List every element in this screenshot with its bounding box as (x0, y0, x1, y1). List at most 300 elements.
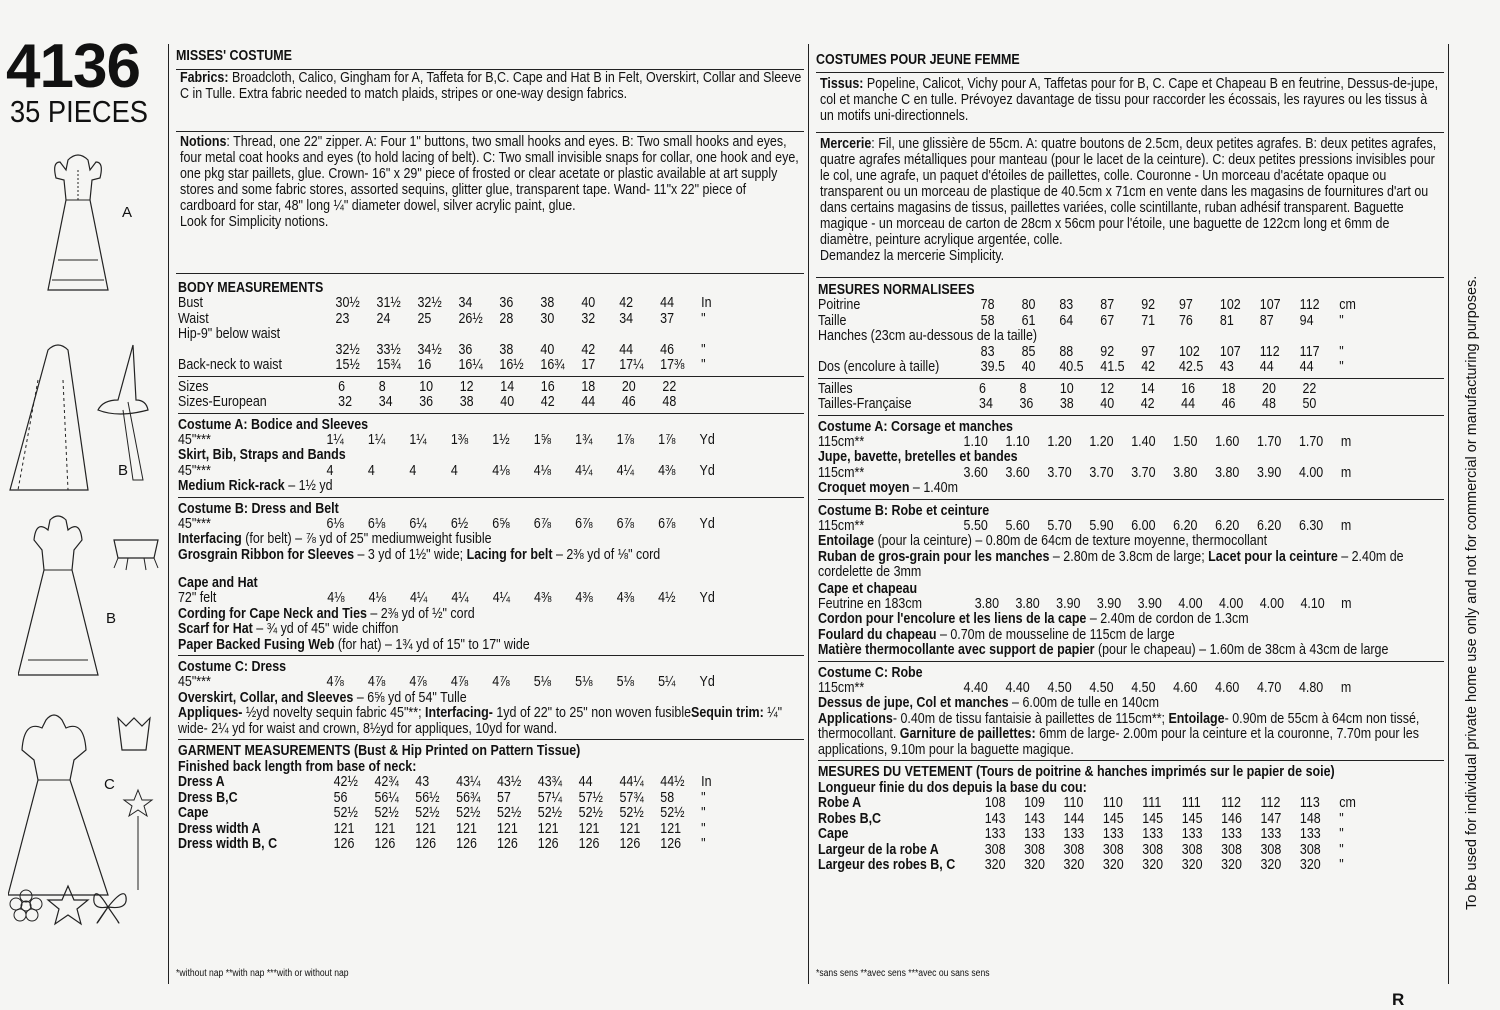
row-unit: " (701, 789, 706, 806)
item-label: Grosgrain Ribbon for Sleeves (178, 546, 355, 563)
row-label: Dress width A (178, 820, 261, 837)
row-unit: m (1340, 517, 1352, 534)
en-section (178, 280, 804, 374)
extra-line (818, 643, 1442, 659)
row-value: 5⅛ (616, 674, 634, 690)
item-text: – 2.40m de cordelette de 3mm (818, 548, 1404, 580)
row-value: 4⅛ (368, 590, 386, 606)
row-unit: " (1339, 359, 1344, 375)
row-value: 4 (326, 462, 334, 479)
row-value: 4⅛ (533, 462, 552, 479)
row-value: 42¾ (374, 774, 399, 790)
fr-fabrics-text: Popeline, Calicot, Vichy pour A, Taffetas pour for B, C. Cape et Chapeau B en feutrine, Dessus-de-jupe, col et manche C en tulle. Prévoyez davantage de tissu pour raccorder les écossais, les rayures ou les tissus à un motifs uni-directionnels. (820, 76, 1439, 124)
extra-line (818, 612, 1442, 628)
row-value: 121 (415, 820, 437, 837)
row-value: 92 (1141, 297, 1156, 313)
row-value: 4.40 (963, 679, 988, 696)
item-label: Interfacing (178, 531, 242, 547)
row-value: 4 (409, 462, 417, 479)
row-value: 4⅛ (327, 590, 345, 606)
item-text: – 0.70m de mousseline de 115cm de large (936, 626, 1175, 643)
row-value: 44 (619, 341, 634, 358)
row-value: 38 (540, 295, 555, 311)
extra-line (178, 638, 802, 654)
row-unit: Yd (699, 462, 715, 479)
row-value: 6¼ (409, 515, 427, 532)
row-value: 121 (333, 820, 355, 837)
table-row (818, 597, 1356, 613)
row-value: 4⅛ (492, 462, 510, 479)
row-value: 83 (1059, 297, 1074, 313)
row-value: 4¼ (575, 462, 593, 479)
row-value: 52½ (456, 805, 481, 821)
row-value: 94 (1299, 312, 1314, 329)
en-garment-table (178, 775, 716, 853)
costume-sketches (8, 140, 168, 940)
row-value: 44 (1181, 396, 1196, 412)
row-value: 88 (1059, 343, 1074, 360)
row-value: 133 (1260, 826, 1282, 842)
sketch-label-b: B (118, 462, 129, 479)
item-label: Applications (818, 710, 893, 727)
item-text: – ¾ yd of 45" wide chiffon (252, 621, 399, 637)
row-value: 34 (378, 394, 393, 410)
table-row (178, 775, 716, 791)
row-value: 126 (537, 836, 559, 852)
row-value: 43 (415, 774, 430, 790)
row-value: 16¼ (458, 357, 483, 373)
row-value: 42 (1141, 359, 1156, 375)
row-value: 83 (980, 343, 995, 360)
row-value: 4⅞ (409, 674, 427, 690)
row-value: 107 (1219, 343, 1241, 360)
fr-title: COSTUMES POUR JEUNE FEMME (816, 52, 1020, 68)
row-value: 18 (1221, 380, 1236, 397)
row-value: 57¾ (619, 789, 644, 806)
row-value: 20 (621, 378, 636, 395)
row-label: 45"*** (178, 515, 211, 532)
table-row (178, 464, 716, 480)
row-value: 3.80 (1015, 595, 1040, 612)
row-value: 4.80 (1298, 679, 1324, 696)
dress-c-sketch (8, 710, 168, 900)
row-value: 4⅜ (575, 590, 593, 606)
en-body-table (178, 296, 716, 374)
row-value: 32 (581, 310, 596, 327)
item-text: - 0.40m de tissu fantaisie à paillettes de 115cm**; (892, 710, 1169, 727)
row-value: 43 (1219, 359, 1234, 375)
fr-body-table (818, 298, 1356, 376)
row-value: 121 (374, 820, 396, 837)
row-value: 44¼ (619, 774, 644, 790)
row-unit: " (1339, 810, 1344, 827)
row-value: 1¼ (409, 431, 427, 448)
row-label: Hip-9" below waist (178, 326, 281, 342)
row-value: 4.50 (1089, 679, 1114, 696)
row-value: 1.40 (1131, 433, 1156, 450)
item-text: (for belt) – ⅞ yd of 25" mediumweight fusible (241, 531, 492, 547)
row-unit: Yd (699, 674, 715, 690)
row-value: 10 (419, 378, 434, 395)
table-row (818, 858, 1356, 874)
row-value: 147 (1260, 810, 1282, 827)
fr-garment-sub: Longueur finie du dos depuis la base du cou: (818, 780, 1087, 796)
row-value: 5.60 (1005, 517, 1030, 534)
extra-line (178, 691, 802, 707)
row-value: 4.60 (1215, 679, 1240, 696)
row-value: 6.20 (1215, 517, 1240, 534)
row-value: 12 (459, 378, 474, 395)
fr-notions-text: : Fil, une glissière de 55cm. A: quatre boutons de 2.5cm, deux petites agrafes. B: deux petites agrafes, quatre agrafes métalliques pour manteau (pour le lacet de la ceinture). C: deux petites pressions invisibles pour le col, une agrafe, un paquet d'étoiles de paillettes, colle. Couronne - Un morceau d'acétate opaque ou transparent ou un morceau de plastique de 40.5cm x 71cm en vente dans les magasins de fournitures d'art ou dans certains magasins de tissus, paillettes variées, colle scintillante, ruban adhésif transparent. Baguette magique - un morceau de carton de 28cm x 56cm pour l'étoile, une baguette de 122cm long et 6mm de diamètre, peinture acrylique argentée, colle. (820, 136, 1437, 248)
row-value: 1¾ (575, 431, 593, 448)
row-unit: Yd (699, 590, 715, 606)
row-value: 320 (1063, 857, 1085, 873)
en-sizes-table (178, 380, 716, 411)
row-value: 4¼ (616, 462, 634, 479)
row-unit: " (1339, 343, 1344, 360)
row-value: 133 (1063, 826, 1085, 842)
row-value: 52½ (374, 805, 399, 821)
row-value: 44½ (660, 774, 685, 790)
row-value: 3.70 (1131, 464, 1156, 481)
row-value: 4¼ (451, 590, 469, 606)
row-label (178, 343, 336, 359)
row-value: 39.5 (980, 359, 1005, 375)
row-unit: m (1340, 679, 1352, 696)
item-label: Entoilage (818, 533, 875, 549)
row-value: 320 (1142, 857, 1164, 873)
dress-a-sketch (38, 140, 118, 300)
row-value: 4.70 (1257, 679, 1282, 696)
table-row (178, 837, 716, 853)
pieces-count: 35 PIECES (10, 94, 148, 129)
row-value: 5.50 (963, 517, 988, 534)
row-value: 111 (1181, 795, 1201, 811)
fr-notions-tail: Demandez la mercerie Simplicity. (820, 248, 1005, 264)
row-label: Jupe, bavette, bretelles et bandes (818, 449, 1018, 465)
row-value: 126 (333, 836, 355, 852)
item-label: Garniture de paillettes: (899, 726, 1036, 742)
row-value: 1⅞ (616, 431, 634, 448)
item-text: (pour le chapeau) – 1.60m de 38cm à 43cm de large (1094, 642, 1389, 658)
row-unit: In (701, 295, 712, 311)
row-value: 3.90 (1257, 464, 1282, 481)
item-text: – 1.40m (909, 480, 958, 496)
row-value: 17¼ (619, 357, 644, 373)
row-value: 308 (1299, 841, 1321, 858)
fr-section (818, 503, 1444, 659)
row-value: 4.50 (1131, 679, 1156, 696)
item-text: - 0.90m de 55cm à 64cm non tissé, thermocollant. (818, 710, 1420, 742)
row-value: 46 (1221, 396, 1236, 412)
table-row (178, 358, 716, 374)
row-value: 32½ (335, 341, 360, 358)
row-value: 78 (980, 297, 995, 313)
extra-line (178, 532, 802, 548)
table-row (818, 435, 1356, 451)
row-value: 4¼ (492, 590, 511, 606)
fr-section (818, 419, 1444, 497)
divider (178, 497, 804, 498)
item-text: – 2.40m de cordon de 1.3cm (1086, 611, 1249, 627)
corner-mark: R (1392, 990, 1405, 1009)
row-value: 133 (984, 826, 1006, 842)
item-text: – 2⅜ yd of ½" cord (366, 605, 475, 622)
row-value: 3.80 (974, 595, 1000, 612)
row-value: 133 (1024, 826, 1045, 842)
divider (178, 739, 804, 740)
row-value: 1.70 (1257, 433, 1282, 450)
row-value: 67 (1100, 312, 1115, 329)
item-text: – 2.80m de 3.8cm de large; (1049, 548, 1209, 565)
row-value: 320 (1102, 857, 1124, 873)
row-value: 20 (1262, 380, 1276, 397)
row-value: 57½ (578, 789, 603, 806)
item-text: – 6⅝ yd of 54" Tulle (353, 689, 467, 706)
row-value: 32 (338, 394, 353, 410)
row-value: 308 (1181, 841, 1203, 858)
row-value: 42.5 (1178, 359, 1204, 375)
en-section (178, 380, 804, 411)
row-value: 1.20 (1089, 433, 1114, 450)
row-value: 34 (979, 396, 993, 412)
extra-line (818, 712, 1442, 759)
row-unit: " (701, 820, 706, 837)
row-value: 4⅞ (450, 674, 469, 690)
en-section (178, 417, 804, 495)
en-section (178, 501, 804, 654)
table-row (818, 298, 1356, 314)
en-costume-a-table (178, 433, 716, 480)
row-label: Dress width B, C (178, 836, 278, 852)
row-label: 115cm** (818, 464, 865, 481)
row-value: 56 (333, 789, 348, 806)
item-label: Overskirt, Collar, and Sleeves (178, 689, 354, 706)
row-label: Robes B,C (818, 810, 882, 827)
row-value: 17⅜ (660, 357, 685, 373)
table-row (178, 395, 716, 411)
row-value: 36 (1019, 396, 1034, 412)
row-value: 5⅛ (533, 674, 552, 690)
extra-line (178, 622, 802, 638)
row-value: 121 (660, 820, 682, 837)
item-label: Dessus de jupe, Col et manches (818, 695, 1009, 711)
row-value: 1⅜ (450, 431, 469, 448)
row-value: 133 (1142, 826, 1164, 842)
row-value: 3.70 (1089, 464, 1114, 481)
side-disclaimer: To be used for individual private home use only and not for commercial or manufacturing purposes. (1464, 275, 1480, 910)
row-unit (1343, 397, 1356, 413)
row-label: Hanches (23cm au-dessous de la taille) (818, 328, 1038, 344)
row-value: 1.50 (1173, 433, 1198, 450)
table-row (818, 796, 1356, 812)
extra-line (178, 479, 802, 495)
row-value: 4.60 (1173, 679, 1198, 696)
row-value: 32½ (417, 295, 442, 311)
row-value: 31½ (376, 295, 401, 311)
fr-sizes-table (818, 382, 1356, 413)
item-text: (for hat) – 1¾ yd of 15" to 17" wide (334, 636, 530, 653)
row-value: 4⅜ (534, 590, 552, 606)
row-unit: " (701, 341, 706, 358)
divider (818, 415, 1444, 416)
row-value: 308 (1142, 841, 1164, 858)
row-unit (703, 380, 716, 396)
row-value: 22 (662, 378, 677, 395)
row-value: 52½ (496, 805, 522, 821)
row-value: 16 (540, 378, 555, 395)
row-value: 14 (500, 378, 515, 395)
row-value: 112 (1299, 297, 1320, 313)
row-value: 1.60 (1215, 433, 1240, 450)
row-value: 112 (1221, 795, 1241, 811)
row-value: 126 (374, 836, 396, 852)
row-value: 146 (1221, 810, 1242, 827)
row-value: 320 (1181, 857, 1203, 873)
en-costume-b-table (178, 517, 716, 533)
item-label: Cordon pour l'encolure et les liens de la cape (818, 611, 1087, 627)
extra-line (178, 607, 802, 623)
row-label: Largeur des robes B, C (818, 857, 956, 873)
row-value: 26½ (458, 310, 483, 327)
row-value: 6⅛ (326, 515, 344, 532)
table-row (178, 380, 716, 396)
divider (818, 378, 1444, 379)
row-value: 48 (1262, 396, 1276, 412)
row-value: 4.00 (1219, 595, 1244, 612)
en-cape-table (178, 591, 716, 607)
fr-costume-a-table (818, 435, 1356, 482)
item-label: Interfacing- (425, 705, 493, 721)
table-row (178, 822, 716, 838)
en-cape-title: Cape and Hat (178, 575, 258, 591)
row-label: 72" felt (178, 590, 217, 606)
item-label: Ruban de gros-grain pour les manches (818, 548, 1050, 565)
row-value: 308 (1221, 841, 1242, 858)
row-value: 40 (581, 295, 596, 311)
row-label (818, 345, 981, 361)
row-value: 1.10 (963, 433, 988, 450)
row-value: 1.10 (1005, 433, 1030, 450)
row-value: 1⅞ (658, 431, 676, 448)
item-label: Paper Backed Fusing Web (178, 636, 335, 653)
row-value: 1.20 (1047, 433, 1072, 450)
row-value: 48 (662, 394, 677, 410)
row-value: 30 (540, 310, 555, 327)
row-value: 30½ (335, 295, 360, 311)
row-label: 115cm** (818, 433, 865, 450)
row-value: 52½ (415, 805, 440, 821)
row-value: 4.00 (1178, 595, 1203, 612)
row-unit: cm (1339, 297, 1356, 313)
row-value: 148 (1299, 810, 1321, 827)
row-value: 320 (1299, 857, 1321, 873)
row-label: 45"*** (178, 462, 211, 479)
en-costume-b-title: Costume B: Dress and Belt (178, 500, 339, 517)
row-value: 109 (1024, 795, 1045, 811)
fr-cape-table (818, 597, 1356, 613)
row-value: 126 (578, 836, 600, 852)
row-value: 57 (496, 789, 511, 806)
item-label: Lacet pour la ceinture (1208, 548, 1338, 565)
table-row (818, 812, 1356, 828)
row-value: 14 (1140, 380, 1155, 397)
row-value: 38 (1059, 396, 1074, 412)
row-label: Bust (178, 295, 203, 311)
row-value: 3.60 (1005, 464, 1030, 481)
row-value: 41.5 (1100, 359, 1125, 375)
en-body-title: BODY MEASUREMENTS (178, 280, 324, 296)
row-value: 144 (1063, 810, 1085, 827)
row-value: 40 (1021, 359, 1036, 375)
row-value: 22 (1302, 380, 1317, 397)
table-row (818, 843, 1356, 859)
row-value: 43¾ (537, 774, 563, 790)
row-value: 133 (1221, 826, 1242, 842)
row-value: 40.5 (1059, 359, 1084, 375)
row-label: Feutrine en 183cm (818, 595, 922, 612)
row-unit: " (1339, 826, 1344, 842)
row-value: 126 (660, 836, 682, 852)
row-value: 6⅞ (575, 515, 593, 532)
row-label: 45"*** (178, 431, 211, 448)
table-row (178, 296, 716, 312)
table-row (178, 327, 716, 343)
table-row (818, 450, 1356, 466)
row-label: Cape (818, 826, 849, 842)
row-value: 87 (1100, 297, 1115, 313)
row-value: 126 (456, 836, 477, 852)
divider (818, 760, 1444, 761)
row-label: 115cm** (818, 679, 865, 696)
row-value: 5⅛ (575, 674, 593, 690)
fr-section (818, 665, 1444, 759)
fr-costume-b-table (818, 519, 1356, 535)
row-unit: " (701, 357, 706, 373)
row-value: 133 (1299, 826, 1321, 842)
fr-notions-label: Mercerie (820, 136, 872, 152)
row-value: 37 (660, 310, 675, 327)
fr-costume-c-table (818, 681, 1356, 697)
table-row (178, 433, 716, 449)
extra-line (178, 548, 802, 564)
row-value: 40 (500, 394, 515, 410)
row-value: 308 (1102, 841, 1124, 858)
table-row (178, 806, 716, 822)
table-row (818, 466, 1356, 482)
item-text: 6mm de large- 2.00m pour la ceinture et la couronne, 7.70m pour les applications, 9.10m pour la baguette magique. (818, 726, 1419, 758)
row-label: 45"*** (178, 674, 211, 690)
row-unit: " (1339, 857, 1344, 873)
item-label: Croquet moyen (818, 480, 910, 496)
row-unit (1343, 382, 1356, 398)
row-value: 56¼ (374, 789, 399, 806)
row-value: 126 (415, 836, 437, 852)
row-value: 4.40 (1005, 679, 1030, 696)
row-value: 44 (578, 774, 593, 790)
row-label: Dress A (178, 774, 225, 790)
fr-costume-a-title: Costume A: Corsage et manches (818, 418, 1013, 435)
row-value: 1¼ (367, 431, 386, 448)
row-value: 102 (1219, 297, 1241, 313)
row-value: 4⅞ (367, 674, 386, 690)
table-row (818, 360, 1356, 376)
row-value: 143 (984, 810, 1006, 827)
row-value: 33½ (376, 341, 401, 358)
item-label: Entoilage (1168, 710, 1225, 727)
table-row (818, 314, 1356, 330)
table-row (178, 448, 716, 464)
